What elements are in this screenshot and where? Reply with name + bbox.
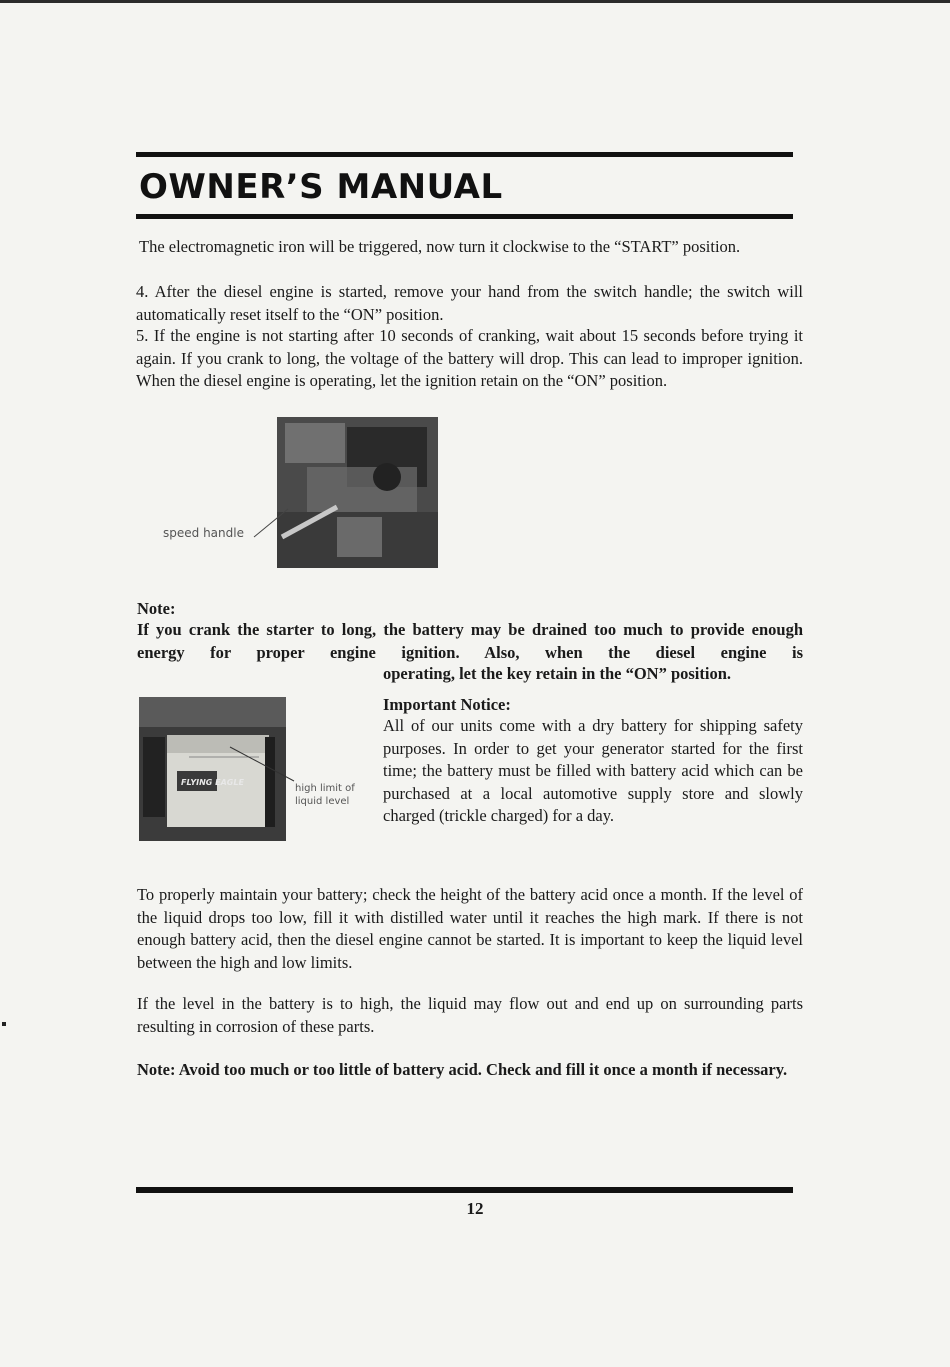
header-rule-top (136, 152, 793, 157)
note-text: If you crank the starter to long, the battery may be drained too much to provide enough energy for proper engine ignition. Also, when the diesel engine is (137, 620, 803, 662)
liquid-level-pointer (228, 745, 298, 785)
speed-handle-pointer (252, 505, 292, 540)
battery-brand-label: FLYING EAGLE (181, 778, 244, 787)
battery-acid-note: Note: Avoid too much or too little of battery acid. Check and fill it once a month if necessary. (137, 1060, 788, 1079)
step-intro: The electromagnetic iron will be triggered, now turn it clockwise to the “START” position. (139, 237, 741, 256)
liquid-level-caption-line2: liquid level (295, 796, 350, 807)
engine-photo-graphic (277, 417, 438, 568)
important-notice-text: All of our units come with a dry battery for shipping safety purposes. In order to get your generator started for the first time; the battery must be filled with battery acid which can be purchased at a local automotive supply store and slowly charged (trickle charged) for a day. (383, 716, 803, 825)
speed-handle-photo (277, 417, 438, 568)
page-number: 12 (466, 1199, 484, 1218)
scan-mark (2, 1022, 6, 1026)
step-4: 4. After the diesel engine is started, remove your hand from the switch handle; the switch will automatically reset itself to the “ON” position. (136, 282, 803, 324)
liquid-level-caption-line1: high limit of (295, 783, 355, 794)
liquid-level-caption (295, 782, 355, 808)
page-title: OWNER’S MANUAL (139, 167, 503, 207)
maintenance-paragraph-1: To properly maintain your battery; check the height of the battery acid once a month. If the level of the liquid drops too low, fill it with distilled water until it reaches the high mark. If there is not enough battery acid, then the diesel engine cannot be started. It is important to keep the liquid level between the high and low limits. (137, 885, 803, 972)
scan-top-edge (0, 0, 950, 3)
important-notice-title: Important Notice: (383, 695, 511, 714)
header-rule-bottom (136, 214, 793, 219)
note-label: Note: (137, 599, 176, 618)
footer-rule (136, 1187, 793, 1193)
note-text-end: operating, let the key retain in the “ON” position. (383, 664, 732, 683)
maintenance-paragraph-2: If the level in the battery is to high, the liquid may flow out and end up on surrounding parts resulting in corrosion of these parts. (137, 994, 803, 1036)
step-5: 5. If the engine is not starting after 10 seconds of cranking, wait about 15 seconds before trying it again. If you crank to long, the voltage of the battery will drop. This can lead to improper ignition. When the diesel engine is operating, let the ignition retain on the “ON” position. (136, 326, 803, 390)
speed-handle-caption: speed handle (163, 526, 244, 540)
